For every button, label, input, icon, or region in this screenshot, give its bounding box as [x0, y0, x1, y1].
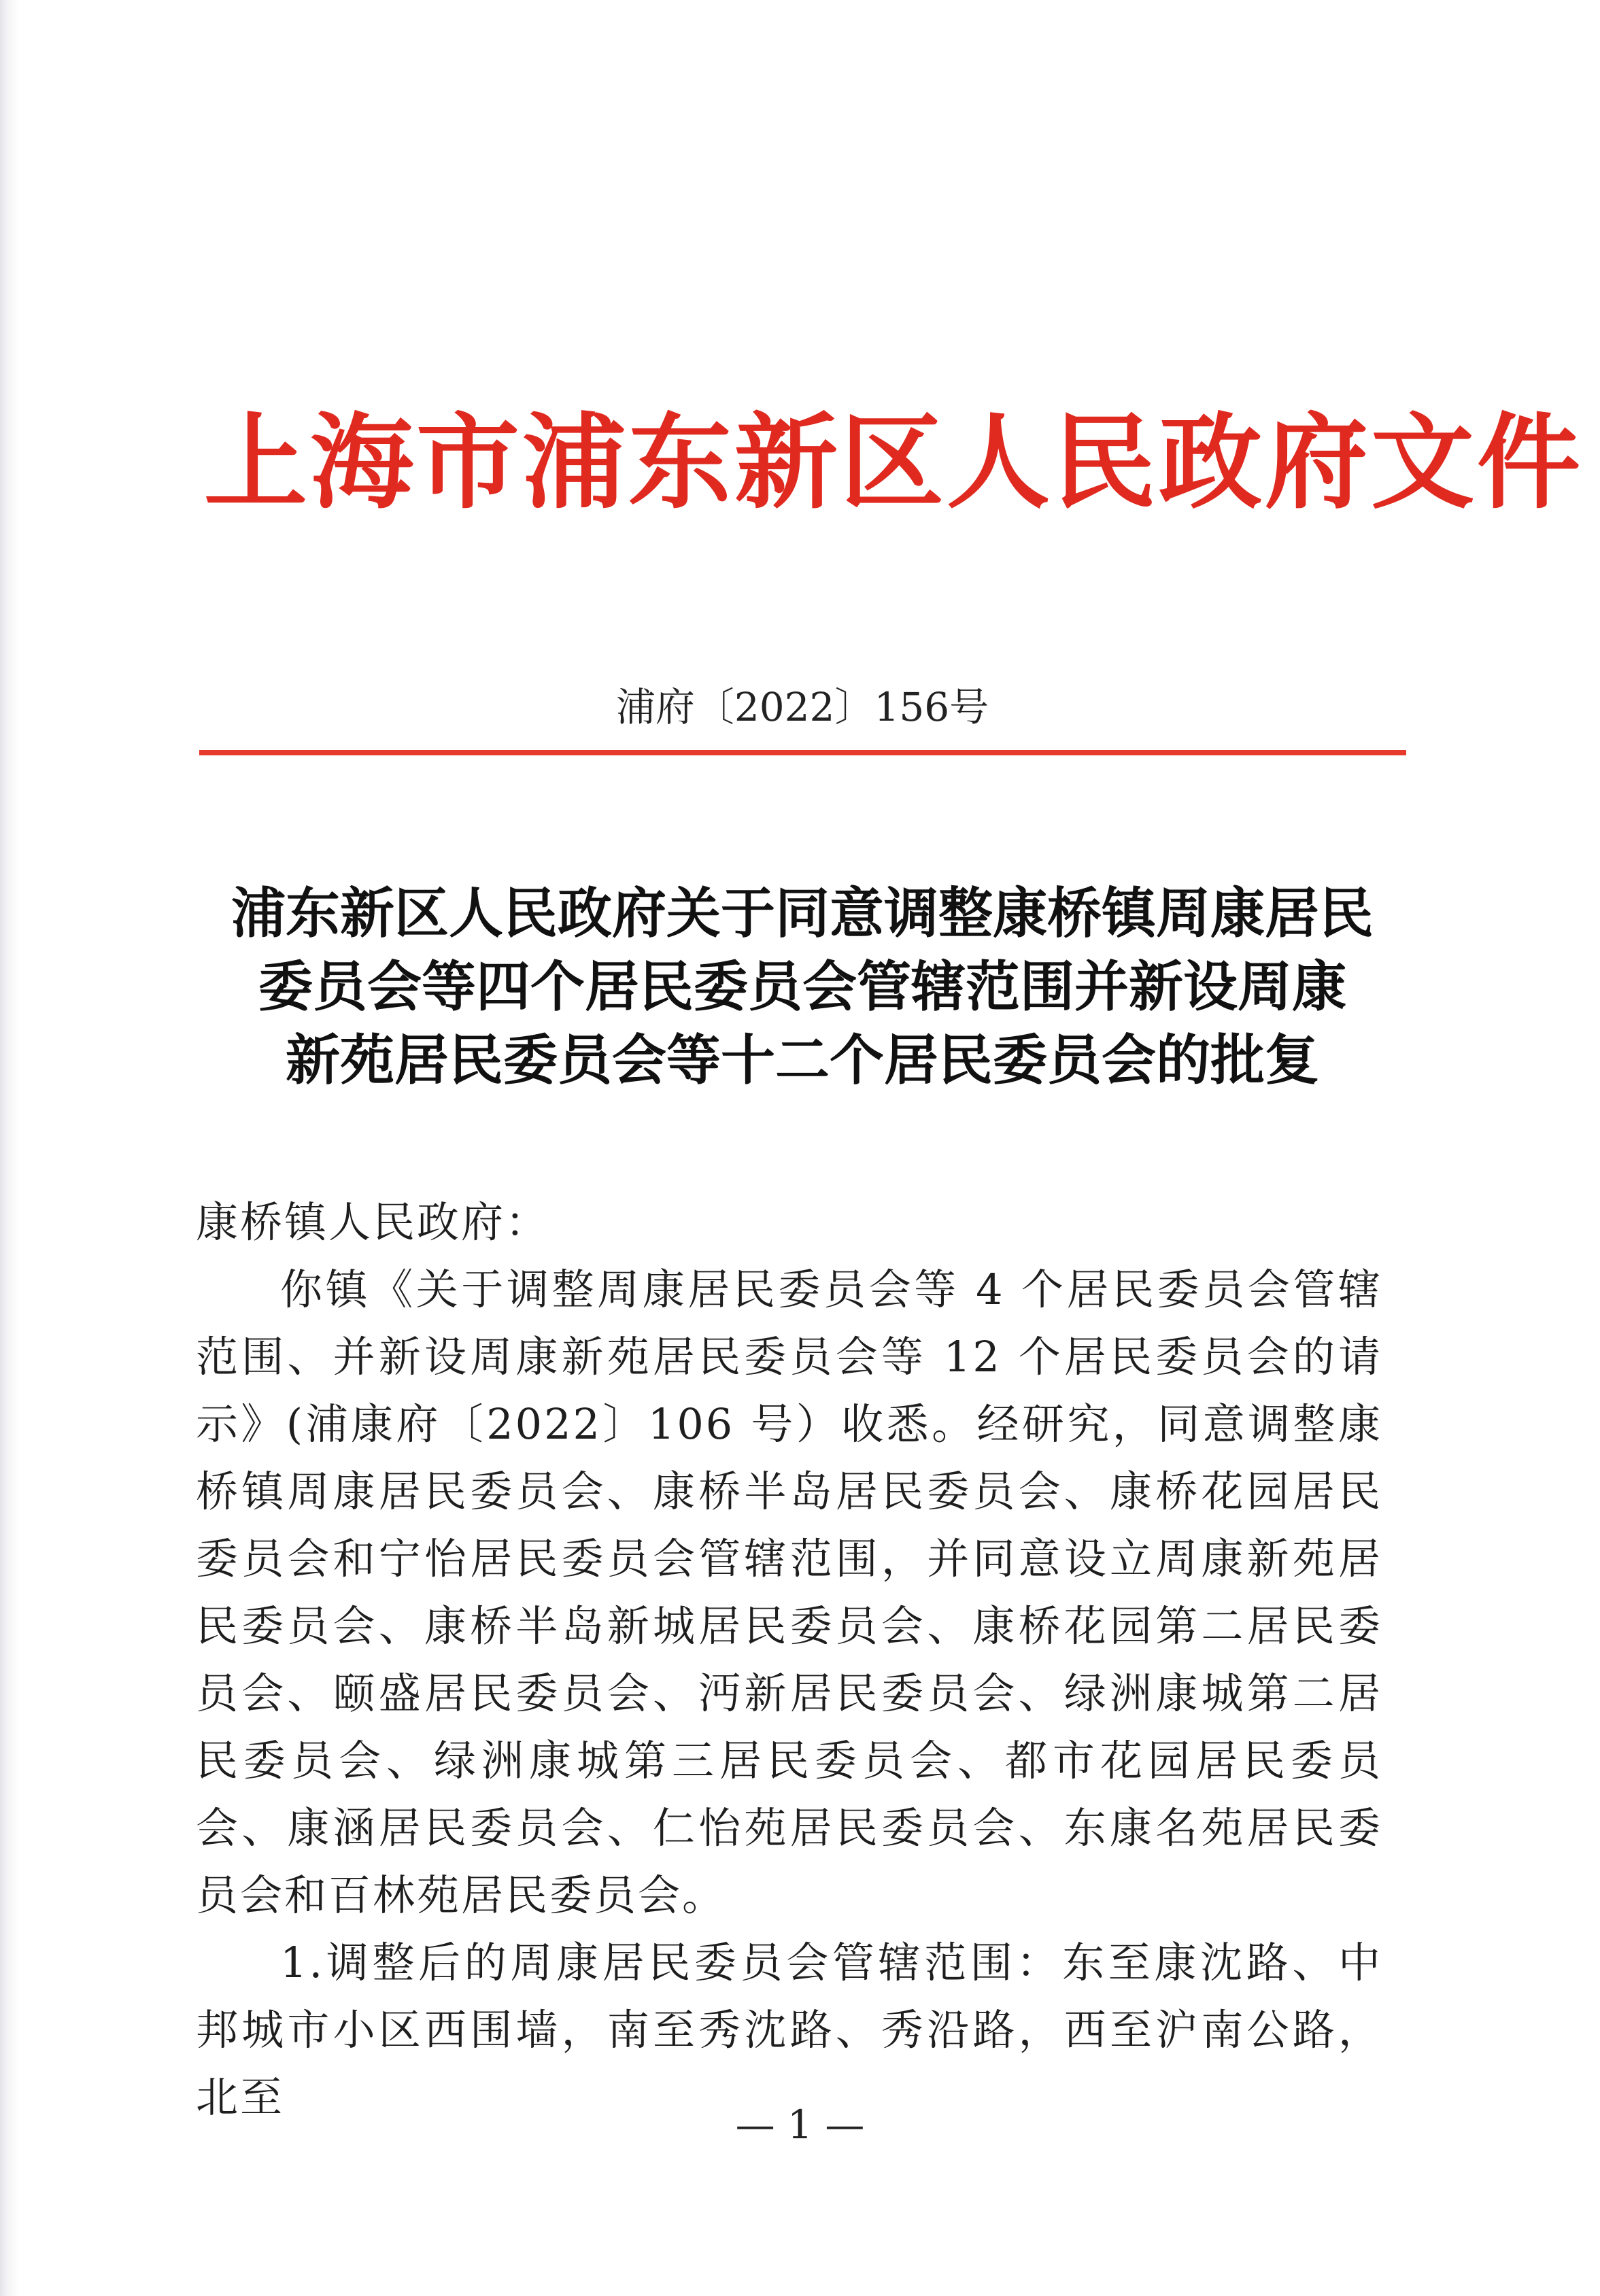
title-line-2: 委员会等四个居民委员会管辖范围并新设周康 — [258, 955, 1346, 1018]
title-line-1: 浦东新区人民政府关于同意调整康桥镇周康居民 — [231, 882, 1374, 945]
document-number: 浦府〔2022〕156号 — [615, 684, 989, 730]
salutation: 康桥镇人民政府： — [196, 1197, 550, 1247]
red-separator-rule — [199, 750, 1406, 755]
body-paragraph-1: 你镇《关于调整周康居民委员会等 4 个居民委员会管辖范围、并新设周康新苑居民委员会等 12 个居民委员会的请示》(浦康府〔2022〕106 号）收悉。经研究，同意调整康桥镇周康居民委员会、康桥半岛居民委员会、康桥花园居民委员会和宁怡居民委员会管辖范围，并同意设立周康新苑居民委员会、康桥半岛新城居民委员会、康桥花园第二居民委员会、颐盛居民委员会、沔新居民委员会、绿洲康城第二居民委员会、绿洲康城第三居民委员会、都市花园居民委员会、康涵居民委员会、仁怡苑居民委员会、东康名苑居民委员会和百林苑居民委员会。 — [196, 1265, 1382, 1920]
scan-edge-shadow — [0, 0, 19, 2296]
title-line-3: 新苑居民委员会等十二个居民委员会的批复 — [286, 1029, 1319, 1092]
document-body — [196, 1188, 1382, 2131]
document-masthead: 上海市浦东新区人民政府文件 — [204, 401, 1583, 523]
page-number: — 1 — — [735, 2102, 865, 2148]
document-title — [170, 877, 1435, 1097]
body-paragraph-2: 1.调整后的周康居民委员会管辖范围：东至康沈路、中邦城市小区西围墙，南至秀沈路、秀沿路，西至沪南公路，北至 — [196, 1938, 1382, 2122]
